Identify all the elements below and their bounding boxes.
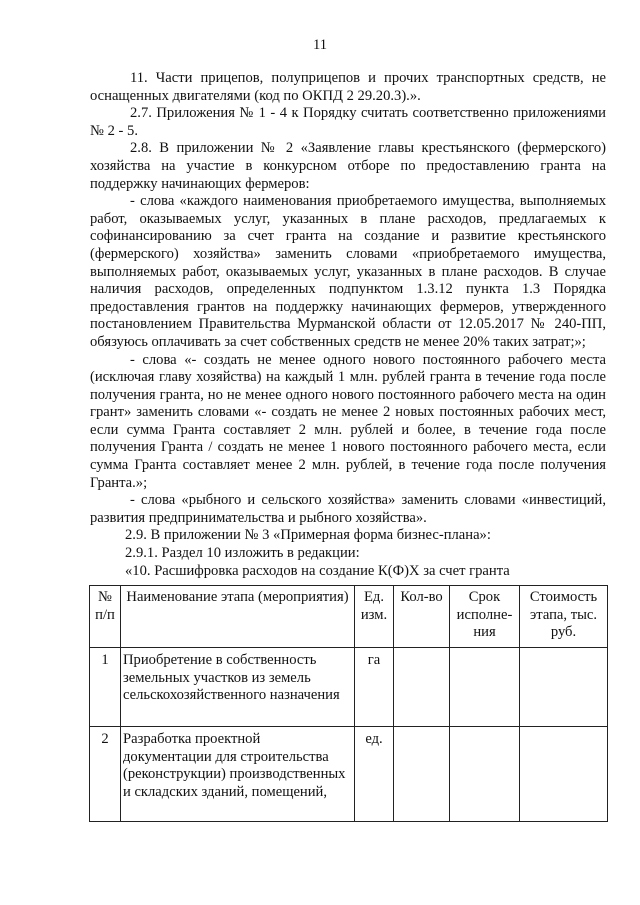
paragraph-5: - слова «- создать не менее одного нового постоянного рабочего места (исключая главу хозяйства) на каждый 1 млн. рублей гранта в течение года после получения гранта, но не менее одного нового постоянного рабочего места на один грант» заменить словами «- создать не менее 2 новых постоянных рабочих мест, если сумма Гранта составляет 2 млн. рублей и более, в течение года после получения Гранта / создать не менее 1 нового постоянного рабочего места, если сумма Гранта составляет менее 2 млн. рублей, в течение года после получения Гранта.»; (90, 351, 606, 491)
paragraph-1: 11. Части прицепов, полуприцепов и прочих транспортных средств, не оснащенных двигателями (код по ОКПД 2 29.20.3).». (90, 70, 606, 104)
header-cell: № п/п (90, 586, 121, 648)
paragraph-9: «10. Расшифровка расходов на создание К(Ф)Х за счет гранта (125, 562, 510, 579)
stage-name: Приобретение в собственность земельных участков из земель сельскохозяйственного назначения (121, 648, 355, 727)
quantity (394, 727, 450, 822)
table-row (90, 648, 608, 727)
unit: га (355, 648, 394, 727)
paragraph-2: 2.7. Приложения № 1 - 4 к Порядку считать соответственно приложениями № 2 - 5. (90, 105, 606, 139)
expenses-table (89, 585, 608, 822)
quantity (394, 648, 450, 727)
paragraph-7: 2.9. В приложении № 3 «Примерная форма бизнес-плана»: (125, 527, 491, 544)
paragraph-3: 2.8. В приложении № 2 «Заявление главы крестьянского (фермерского) хозяйства на участие в конкурсном отборе по предоставлению гранта на поддержку начинающих фермеров: (90, 140, 606, 192)
table-row (90, 727, 608, 822)
cost (520, 648, 608, 727)
header-cell: Наименование этапа (мероприятия) (121, 586, 355, 648)
row-number: 1 (90, 648, 121, 727)
unit: ед. (355, 727, 394, 822)
header-cell: Срок исполне-ния (450, 586, 520, 648)
page-number: 11 (312, 37, 328, 53)
row-number: 2 (90, 727, 121, 822)
stage-name: Разработка проектной документации для строительства (реконструкции) производственных и складских зданий, помещений, (121, 727, 355, 822)
header-cell: Ед. изм. (355, 586, 394, 648)
paragraph-4: - слова «каждого наименования приобретаемого имущества, выполняемых работ, оказываемых услуг, указанных в плане расходов, предлагаемых к софинансированию за счет гранта на создание и развитие крестьянского (фермерского) хозяйства» заменить словами «приобретаемого имущества, выполняемых работ, оказываемых услуг, указанных в плане расходов. В случае наличия расходов, определенных подпунктом 1.3.12 пункта 1.3 Порядка предоставления грантов на поддержку начинающих фермеров, утвержденного постановлением Правительства Мурманской области от 12.05.2017 № 240-ПП, обязуюсь оплачивать за счет собственных средств не менее 20% таких затрат;»; (90, 193, 606, 350)
paragraph-6: - слова «рыбного и сельского хозяйства» заменить словами «инвестиций, развития предпринимательства и рыбного хозяйства». (90, 492, 606, 526)
term (450, 727, 520, 822)
document-body (90, 70, 606, 580)
table-header-row (90, 586, 608, 648)
header-cell: Кол-во (394, 586, 450, 648)
cost (520, 727, 608, 822)
term (450, 648, 520, 727)
header-cell: Стоимость этапа, тыс. руб. (520, 586, 608, 648)
paragraph-8: 2.9.1. Раздел 10 изложить в редакции: (125, 545, 360, 562)
